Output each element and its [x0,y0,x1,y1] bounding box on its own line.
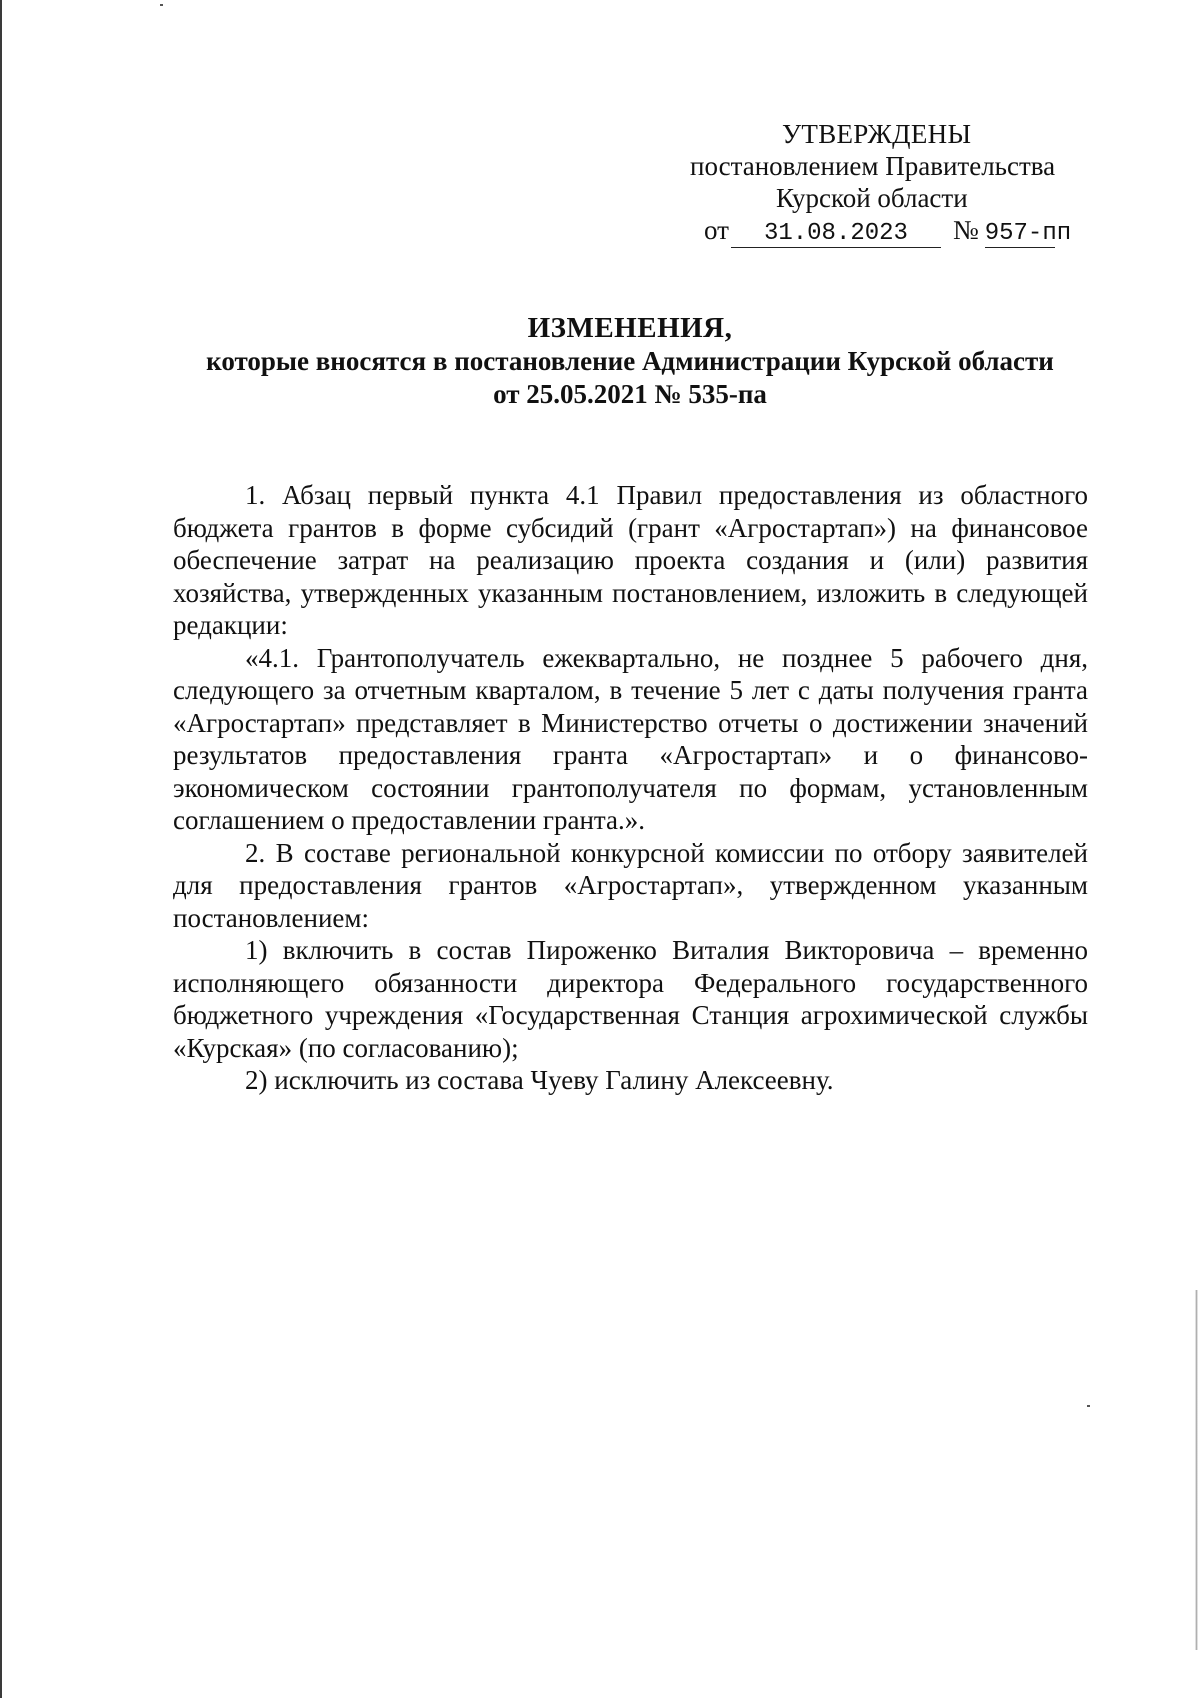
approval-date-row [704,214,1072,248]
approval-number: 957-пп [984,220,1072,247]
approved-heading: УТВЕРЖДЕНЫ [782,119,972,149]
body-paragraph: 2) исключить из состава Чуеву Галину Алексеевну. [245,1065,834,1095]
body-paragraph: 1. Абзац первый пункта 4.1 Правил предоставления из областного бюджета грантов в форме субсидий (грант «Агростартап») на финансовое обеспечение затрат на реализацию проекта создания и (или) развития хозяйства, утвержденных указанным постановлением, изложить в следующей редакции: [173,480,1088,640]
number-prefix: № [952,215,979,245]
body-paragraph: 1) включить в состав Пироженко Виталия Викторовича – временно исполняющего обязанности директора Федерального государственного бюджетного учреждения «Государственная Станция агрохимической службы «Курская» (по согласованию); [173,935,1088,1063]
date-prefix: от [704,215,729,245]
approval-date: 31.08.2023 [731,221,941,248]
scan-dot [160,4,163,6]
body-paragraph: «4.1. Грантополучатель ежеквартально, не позднее 5 рабочего дня, следующего за отчетным кварталом, в течение 5 лет с даты получения гранта «Агростартап» представляет в Министерство отчеты о достижении значений результатов предоставления гранта «Агростартап» и о финансово-экономическом состоянии грантополучателя по формам, установленным соглашением о предоставлении гранта.». [173,642,1088,835]
scan-edge-left [0,0,2,1698]
body-paragraph: 2. В составе региональной конкурсной комиссии по отбору заявителей для предоставления грантов «Агростартап», утвержденном указанным постановлением: [173,837,1088,933]
title-main: ИЗМЕНЕНИЯ, [527,312,733,344]
document-title [150,312,1110,411]
document-body [173,479,1088,1097]
approved-by-decree: постановлением Правительства [690,151,1056,181]
approved-region: Курской области [776,183,968,213]
scan-dot [1087,1405,1090,1407]
title-reference: от 25.05.2021 № 535-па [493,379,767,409]
scan-edge-right [1195,1290,1198,1650]
title-subtitle: которые вносятся в постановление Администрации Курской области [206,346,1054,376]
